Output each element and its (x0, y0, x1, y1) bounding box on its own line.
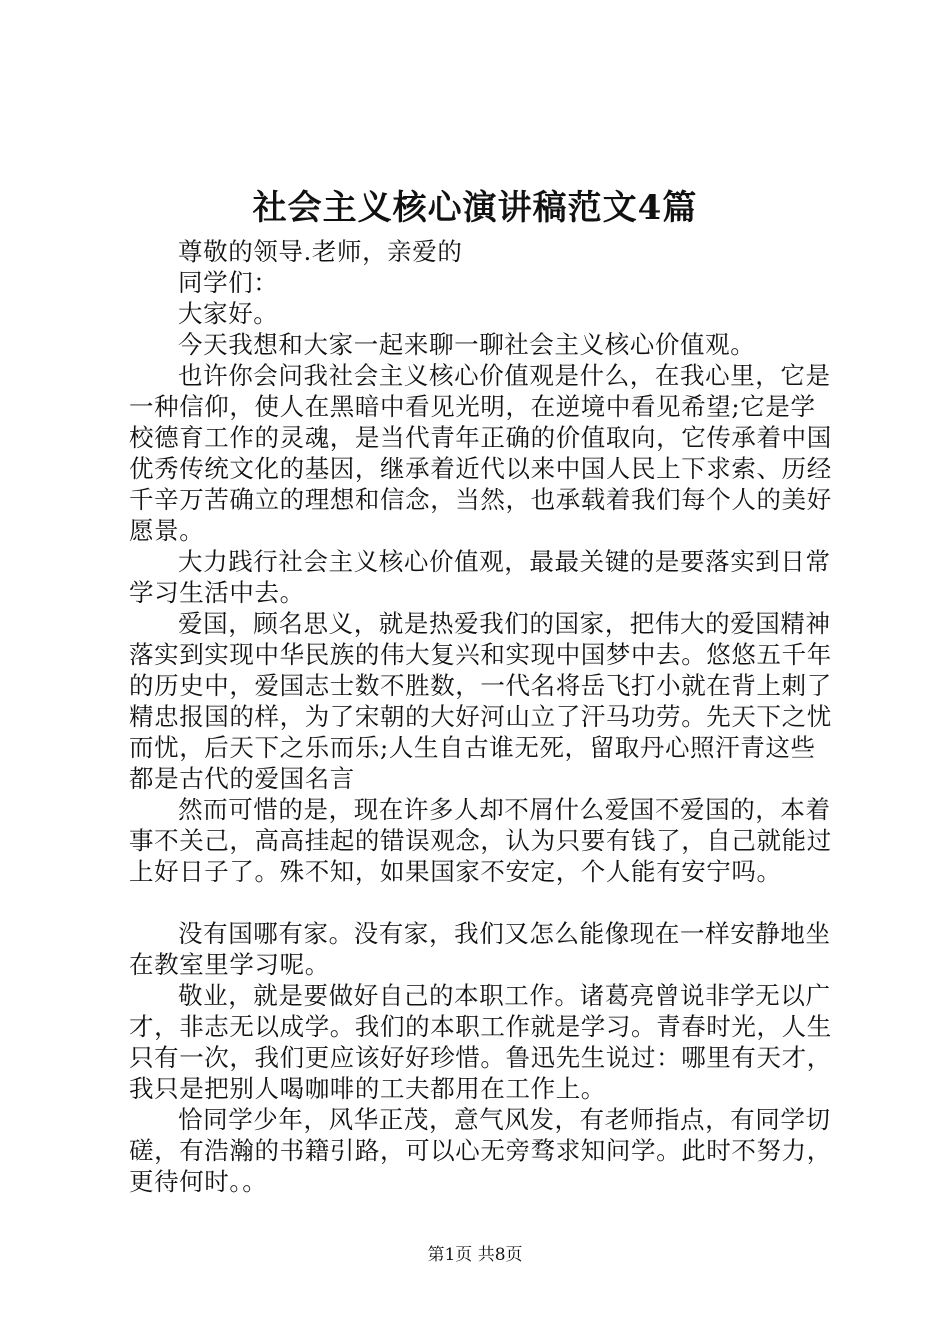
paragraph-dedication: 敬业，就是要做好自己的本职工作。诸葛亮曾说非学无以广才，非志无以成学。我们的本职工作就是学习。青春时光，人生只有一次，我们更应该好好珍惜。鲁迅先生说过：哪里有天才，我只是把别人喝咖啡的工夫都用在工作上。 (129, 981, 832, 1103)
paragraph-greeting: 大家好。 (178, 299, 279, 328)
paragraph-youth: 恰同学少年，风华正茂，意气风发，有老师指点，有同学切磋，有浩瀚的书籍引路，可以心无旁骛求知问学。此时不努力，更待何时。。 (129, 1105, 832, 1196)
document-body (129, 236, 835, 1197)
paragraph-salutation: 尊敬的领导.老师，亲爱的 (178, 237, 463, 266)
paragraph-salutation-cont: 同学们： (178, 268, 279, 297)
document-title: 社会主义核心演讲稿范文4篇 (252, 188, 698, 228)
paragraph-patriotism: 爱国，顾名思义，就是热爱我们的国家，把伟大的爱国精神落实到实现中华民族的伟大复兴和实现中国梦中去。悠悠五千年的历史中，爱国志士数不胜数，一代名将岳飞打小就在背上刺了精忠报国的样，为了宋朝的大好河山立了汗马功劳。先天下之忧而忧，后天下之乐而乐;人生自古谁无死，留取丹心照汗青这些都是古代的爱国名言 (129, 609, 832, 793)
page-number-footer: 第1页 共8页 (427, 1245, 523, 1265)
paragraph-regret: 然而可惜的是，现在许多人却不屑什么爱国不爱国的，本着事不关己，高高挂起的错误观念，认为只要有钱了，自己就能过上好日子了。殊不知，如果国家不安定，个人能有安宁吗。 (129, 795, 832, 886)
paragraph-intro: 今天我想和大家一起来聊一聊社会主义核心价值观。 (178, 330, 756, 359)
paragraph-country-home: 没有国哪有家。没有家，我们又怎么能像现在一样安静地坐在教室里学习呢。 (129, 919, 831, 979)
paragraph-practice: 大力践行社会主义核心价值观，最最关键的是要落实到日常学习生活中去。 (129, 547, 831, 607)
paragraph-belief: 也许你会问我社会主义核心价值观是什么，在我心里，它是一种信仰，使人在黑暗中看见光明，在逆境中看见希望;它是学校德育工作的灵魂，是当代青年正确的价值取向，它传承着中国优秀传统文化的基因，继承着近代以来中国人民上下求索、历经千辛万苦确立的理想和信念，当然，也承载着我们每个人的美好愿景。 (129, 361, 832, 545)
